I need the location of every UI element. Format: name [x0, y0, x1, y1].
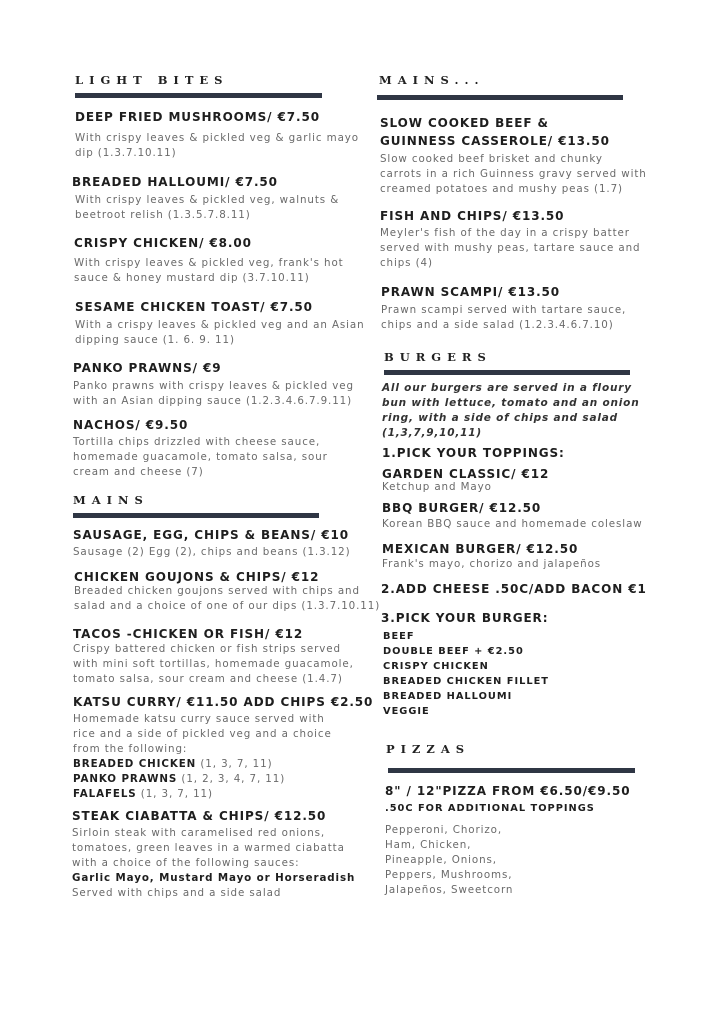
menu-item-description: Crispy battered chicken or fish strips served with mini soft tortillas, homemade guacamole, tomato salsa, sour cream and cheese (1.4.7) [73, 643, 354, 685]
menu-item-description: With crispy leaves & pickled veg, walnuts & beetroot relish (1.3.5.7.8.11) [75, 194, 340, 221]
menu-item-title: PRAWN SCAMPI/ €13.50 [381, 285, 561, 299]
section-heading-pizzas: PIZZAS [386, 742, 471, 756]
burger-step-3: 3.PICK YOUR BURGER: [381, 611, 549, 625]
menu-item-title: BREADED HALLOUMI/ €7.50 [72, 175, 278, 189]
section-heading-burgers: BURGERS [384, 350, 492, 364]
katsu-option: PANKO PRAWNS (1, 2, 3, 4, 7, 11) [73, 773, 286, 785]
menu-item-title: FISH AND CHIPS/ €13.50 [380, 209, 565, 223]
menu-item-title: BBQ BURGER/ €12.50 [382, 501, 542, 515]
menu-item-description: With a crispy leaves & pickled veg and an Asian dipping sauce (1. 6. 9. 11) [75, 319, 365, 346]
menu-item-description: Prawn scampi served with tartare sauce, chips and a side salad (1.2.3.4.6.7.10) [381, 304, 627, 331]
menu-item-description: With crispy leaves & pickled veg & garlic mayo dip (1.3.7.10.11) [75, 132, 359, 159]
pizza-toppings-list: Pepperoni, Chorizo, Ham, Chicken, Pineapple, Onions, Peppers, Mushrooms, Jalapeños, Sweetcorn [385, 824, 514, 896]
menu-item-description: Tortilla chips drizzled with cheese sauce, homemade guacamole, tomato salsa, sour cream and cheese (7) [73, 436, 328, 478]
burger-step-1: 1.PICK YOUR TOPPINGS: [382, 446, 565, 460]
menu-item-description: Frank's mayo, chorizo and jalapeños [382, 558, 602, 570]
section-divider [73, 513, 319, 518]
section-divider [75, 93, 322, 98]
menu-item-description: Breaded chicken goujons served with chips and salad and a choice of one of our dips (1.3.7.10.11) [74, 585, 381, 612]
menu-item-description: Meyler's fish of the day in a crispy batter served with mushy peas, tartare sauce and chips (4) [380, 227, 641, 269]
menu-item-title: DEEP FRIED MUSHROOMS/ €7.50 [75, 110, 320, 124]
katsu-option: BREADED CHICKEN (1, 3, 7, 11) [73, 758, 273, 770]
menu-item-title: MEXICAN BURGER/ €12.50 [382, 542, 579, 556]
section-divider [384, 370, 630, 375]
menu-item-description: Sirloin steak with caramelised red onions, tomatoes, green leaves in a warmed ciabatta with a choice of the following sauces: Garlic Mayo, Mustard Mayo or Horseradish Served with chips and a side salad [72, 827, 356, 899]
menu-item-title: TACOS -CHICKEN OR FISH/ €12 [73, 627, 304, 641]
section-heading-mains: MAINS [73, 493, 149, 507]
menu-item-title: CRISPY CHICKEN/ €8.00 [74, 236, 252, 250]
menu-item-title: SLOW COOKED BEEF & GUINNESS CASSEROLE/ €13.50 [380, 116, 610, 148]
menu-item-title: NACHOS/ €9.50 [73, 418, 189, 432]
menu-item-description: With crispy leaves & pickled veg, frank's hot sauce & honey mustard dip (3.7.10.11) [74, 257, 344, 284]
menu-item-description: Homemade katsu curry sauce served with rice and a side of pickled veg and a choice from the following: BREADED CHICKEN (1, 3, 7, 11) PANKO PRAWNS (1, 2, 3, 4, 7, 11) FALAFELS (1, 3, 7, 11) [73, 713, 332, 800]
section-divider [388, 768, 635, 773]
menu-item-title: GARDEN CLASSIC/ €12 [382, 467, 550, 481]
section-heading-light-bites: LIGHT BITES [75, 73, 229, 87]
menu-item-description: Korean BBQ sauce and homemade coleslaw [382, 518, 643, 530]
pizza-extra-toppings: .50C FOR ADDITIONAL TOPPINGS [385, 803, 595, 814]
steak-footer: Served with chips and a side salad [72, 887, 282, 899]
burgers-intro: All our burgers are served in a floury bun with lettuce, tomato and an onion ring, with a side of chips and salad (1,3,7,9,10,11) [382, 382, 640, 439]
pizza-title: 8" / 12"PIZZA FROM €6.50/€9.50 [385, 784, 631, 798]
burger-patty-list: BEEF DOUBLE BEEF + €2.50 CRISPY CHICKEN BREADED CHICKEN FILLET BREADED HALLOUMI VEGGIE [383, 631, 549, 717]
menu-item-title: STEAK CIABATTA & CHIPS/ €12.50 [72, 809, 327, 823]
menu-item-title: KATSU CURRY/ €11.50 ADD CHIPS €2.50 [73, 695, 374, 709]
menu-item-description: Panko prawns with crispy leaves & pickled veg with an Asian dipping sauce (1.2.3.4.6.7.9.11) [73, 380, 354, 407]
steak-sauces: Garlic Mayo, Mustard Mayo or Horseradish [72, 872, 356, 884]
section-divider [377, 95, 623, 100]
menu-item-title: SESAME CHICKEN TOAST/ €7.50 [75, 300, 313, 314]
menu-item-description: Slow cooked beef brisket and chunky carrots in a rich Guinness gravy served with creamed potatoes and mushy peas (1.7) [380, 153, 647, 195]
burger-step-2: 2.ADD CHEESE .50C/ADD BACON €1 [381, 582, 647, 596]
menu-item-title: SAUSAGE, EGG, CHIPS & BEANS/ €10 [73, 528, 349, 542]
menu-item-title: PANKO PRAWNS/ €9 [73, 361, 222, 375]
section-heading-mains-continued: MAINS... [379, 73, 485, 87]
menu-item-title: CHICKEN GOUJONS & CHIPS/ €12 [74, 570, 320, 584]
katsu-option: FALAFELS (1, 3, 7, 11) [73, 788, 213, 800]
menu-item-description: Sausage (2) Egg (2), chips and beans (1.3.12) [73, 546, 351, 558]
menu-item-description: Ketchup and Mayo [382, 481, 492, 493]
